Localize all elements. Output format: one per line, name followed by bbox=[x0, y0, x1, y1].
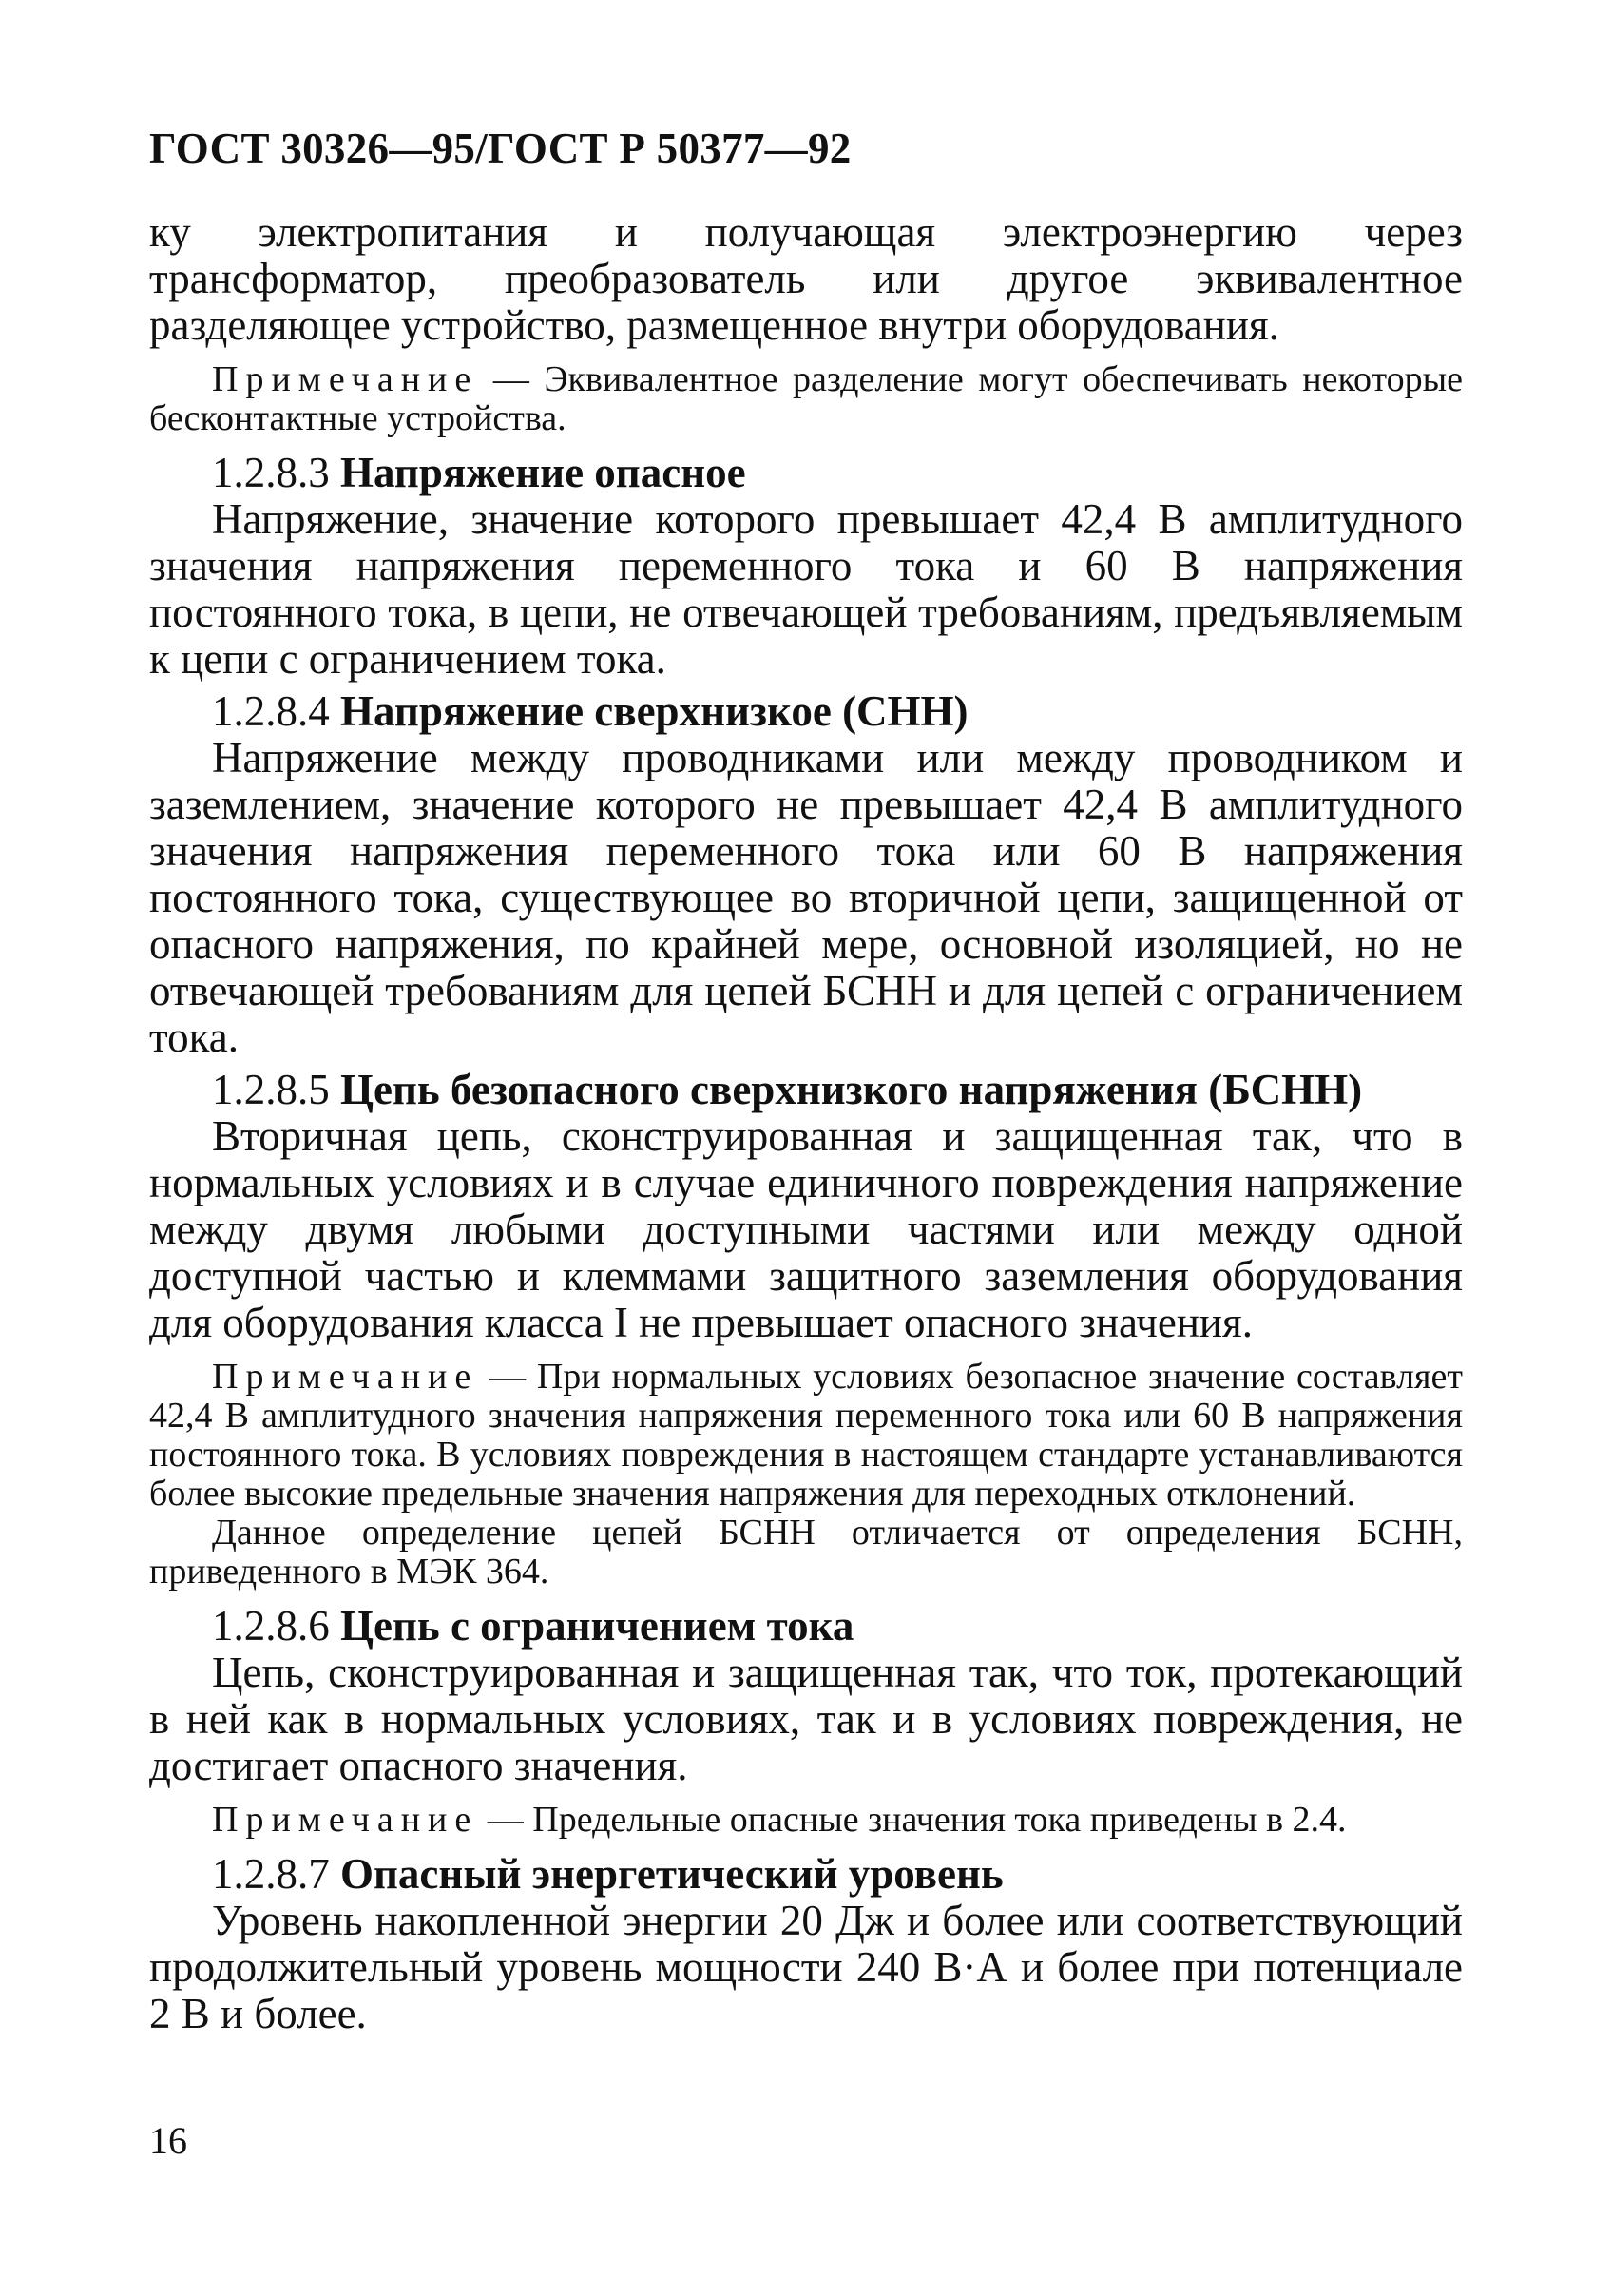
section-text-1283: Напряжение, значение которого превышает 42,4 В амплитудного значения напряжения переменного тока и 60 В напряжения постоянного тока, в цепи, не отвечающей требованиям, предъявляемым к цепи с ограничением тока. bbox=[149, 495, 1463, 683]
section-text-1286: Цепь, сконструированная и защищенная так, что ток, протекающий в ней как в нормальных условиях, так и в условиях повреждения, не достигает опасного значения. bbox=[149, 1649, 1463, 1789]
note-text: — При нормальных условиях безопасное значение составляет 42,4 В амплитудного значения напряжения переменного тока или 60 В напряжения постоянного тока. В условиях повреждения в настоящем стандарте устанавливаются более высокие предельные значения напряжения для переходных отклонений. bbox=[149, 1357, 1463, 1514]
section-text-1284: Напряжение между проводниками или между проводником и заземлением, значение которого не превышает 42,4 В амплитудного значения напряжения переменного тока или 60 В напряжения постоянного тока, существующее во вторичной цепи, защищенной от опасного напряжения, по крайней мере, основной изоляцией, но не отвечающей требованиям для цепей БСНН и для цепей с ограничением тока. bbox=[149, 734, 1463, 1061]
section-heading-1284 bbox=[149, 688, 1463, 735]
section-title: Цепь безопасного сверхнизкого напряжения (БСНН) bbox=[340, 1066, 1363, 1113]
note-label: Примечание bbox=[212, 1357, 479, 1397]
section-number: 1.2.8.4 bbox=[212, 687, 330, 735]
section-title: Цепь с ограничением тока bbox=[340, 1602, 854, 1650]
note-label: Примечание bbox=[212, 1800, 479, 1840]
section-heading-1287 bbox=[149, 1851, 1463, 1898]
note-1285 bbox=[149, 1358, 1463, 1514]
section-heading-1283 bbox=[149, 450, 1463, 496]
page-content bbox=[149, 209, 1463, 2037]
page-header: ГОСТ 30326—95/ГОСТ Р 50377—92 bbox=[149, 125, 852, 172]
section-number: 1.2.8.7 bbox=[212, 1850, 330, 1898]
note-label: Примечание bbox=[212, 359, 479, 399]
section-number: 1.2.8.5 bbox=[212, 1066, 330, 1113]
section-title: Опасный энергетический уровень bbox=[340, 1850, 1004, 1898]
section-text-1285: Вторичная цепь, сконструированная и защищенная так, что в нормальных условиях и в случае единичного повреждения напряжение между двумя любыми доступными частями или между одной доступной частью и клеммами защитного заземления оборудования для оборудования класса I не превышает опасного значения. bbox=[149, 1112, 1463, 1346]
section-heading-1286 bbox=[149, 1603, 1463, 1650]
section-text-1287: Уровень накопленной энергии 20 Дж и более или соответствующий продолжительный уровень мощности 240 В·А и более при потенциале 2 В и более. bbox=[149, 1897, 1463, 2037]
page-number: 16 bbox=[149, 2119, 187, 2162]
section-number: 1.2.8.6 bbox=[212, 1602, 330, 1650]
section-heading-1285 bbox=[149, 1067, 1463, 1113]
note-text: — Предельные опасные значения тока приведены в 2.4. bbox=[478, 1800, 1347, 1840]
note-1286 bbox=[149, 1801, 1463, 1840]
intro-paragraph: ку электропитания и получающая электроэнергию через трансформатор, преобразователь или другое эквивалентное разделяющее устройство, размещенное внутри оборудования. bbox=[149, 208, 1463, 349]
section-number: 1.2.8.3 bbox=[212, 449, 330, 496]
note-1285-extra: Данное определение цепей БСНН отличается от определения БСНН, приведенного в МЭК 364. bbox=[149, 1513, 1463, 1592]
section-title: Напряжение сверхнизкое (СНН) bbox=[340, 687, 969, 735]
note-1 bbox=[149, 360, 1463, 438]
section-title: Напряжение опасное bbox=[340, 449, 746, 496]
note-text: — Эквивалентное разделение могут обеспечивать некоторые бесконтактные устройства. bbox=[149, 359, 1463, 438]
